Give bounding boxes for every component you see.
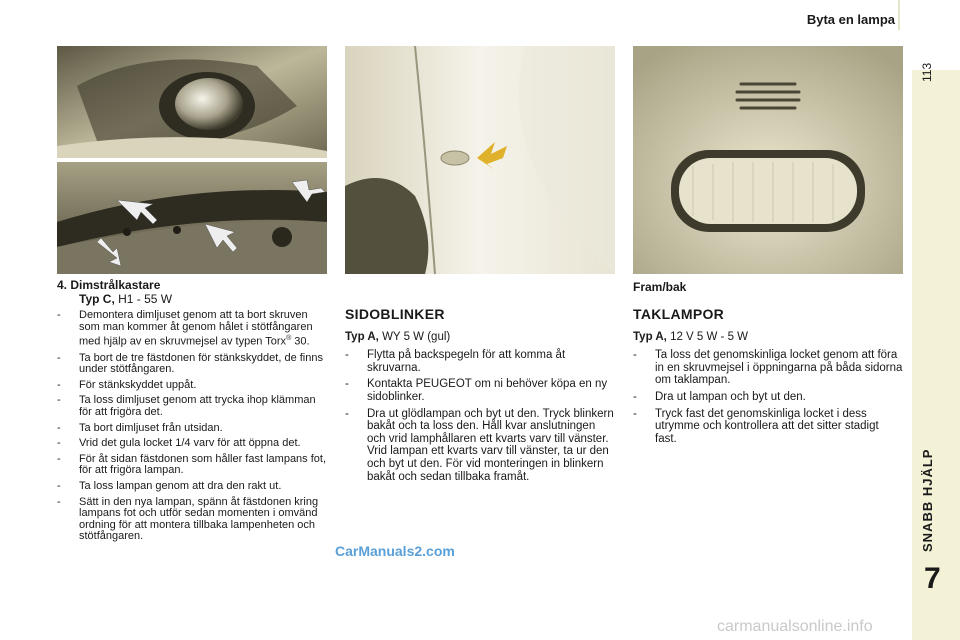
- step-dash: -: [633, 390, 637, 403]
- step-dash: -: [633, 407, 637, 420]
- step-text: Ta bort de tre fästdonen för stänkskyddet, de finns under stötfångaren.: [79, 351, 323, 376]
- step-item: [633, 391, 903, 404]
- step-dash: -: [57, 378, 61, 391]
- step-item: [633, 349, 903, 387]
- fog-lamp-steps: [57, 310, 327, 543]
- side-indicator-type: [345, 331, 615, 344]
- step-text: För stänkskyddet uppåt.: [79, 378, 197, 391]
- step-dash: -: [345, 407, 349, 420]
- section-title: SIDOBLINKER: [345, 306, 445, 322]
- type-label: Typ A,: [633, 330, 667, 343]
- step-item: [57, 497, 327, 543]
- side-indicator-section: [345, 308, 615, 487]
- fog-lamp-photo: [57, 46, 327, 158]
- watermark-footer: carmanualsonline.info: [717, 618, 873, 635]
- step-text: Ta loss lampan genom att dra den rakt ut.: [79, 479, 282, 492]
- step-item: [57, 395, 327, 418]
- step-text: Kontakta PEUGEOT om ni behöver köpa en ny sidoblinker.: [367, 378, 608, 403]
- header-divider: [898, 0, 900, 30]
- step-dash: -: [633, 349, 637, 362]
- step-item: [57, 481, 327, 493]
- ceiling-lamp-section: [633, 308, 903, 449]
- side-indicator-photo: [345, 46, 615, 274]
- step-item: [57, 310, 327, 348]
- step-dash: -: [345, 378, 349, 391]
- step-dash: -: [57, 421, 61, 434]
- step-text: Ta loss det genomskinliga locket genom att föra in en skruvmejsel i öppningarna på båda sidorna om taklampan.: [655, 349, 903, 387]
- side-indicator-steps: [345, 349, 615, 483]
- step-text: För åt sidan fästdonen som håller fast lampans fot, för att frigöra lampan.: [79, 452, 327, 477]
- ceiling-lamp-steps: [633, 349, 903, 445]
- step-dash: -: [57, 351, 61, 364]
- step-item: [57, 438, 327, 450]
- step-item: [345, 408, 615, 484]
- step-text: Sätt in den nya lampan, spänn åt fästdonen kring lampans fot och utför sedan momenten i omvänd ordning för att montera tillbaka lampenheten och stötfångaren.: [79, 495, 319, 543]
- bumper-underside-photo: [57, 162, 327, 274]
- type-value: H1 - 55 W: [114, 291, 173, 306]
- step-text: Flytta på backspegeln för att komma åt skruvarna.: [367, 349, 566, 374]
- step-text: Dra ut lampan och byt ut den.: [655, 390, 806, 403]
- step-item: [57, 353, 327, 376]
- step-text: Ta loss dimljuset genom att trycka ihop klämman för att frigöra det.: [79, 394, 316, 418]
- watermark-link[interactable]: CarManuals2.com: [335, 543, 455, 559]
- step-item: [57, 423, 327, 435]
- step-dash: -: [57, 437, 61, 450]
- step-dash: -: [57, 309, 61, 322]
- chapter-number: 7: [924, 562, 941, 595]
- type-label: Typ C,: [79, 291, 115, 306]
- step-item: [633, 408, 903, 446]
- step-item: [345, 349, 615, 374]
- step-dash: -: [57, 452, 61, 465]
- fog-lamp-type: [79, 291, 327, 306]
- step-dash: -: [57, 495, 61, 508]
- step-text: Tryck fast det genomskinliga locket i dess utrymme och kontrollera att det sitter stadigt fast.: [655, 407, 879, 445]
- page-number: 113: [920, 62, 934, 82]
- type-value: WY 5 W (gul): [378, 330, 451, 343]
- step-dash: -: [57, 394, 61, 407]
- step-text: Demontera dimljuset genom att ta bort skruven som man kommer åt genom hålet i stötfångaren med hjälp av en skruvmejsel av typen Torx® 30.: [79, 309, 313, 349]
- chapter-title: SNABB HJÄLP: [920, 448, 935, 552]
- ceiling-lamp-type: [633, 331, 903, 344]
- step-dash: -: [57, 479, 61, 492]
- fog-lamp-heading: 4. Dimstrålkastare: [57, 278, 161, 292]
- type-label: Typ A,: [345, 330, 379, 343]
- step-text: Ta bort dimljuset från utsidan.: [79, 421, 223, 434]
- step-item: [57, 380, 327, 392]
- step-item: [345, 378, 615, 403]
- step-item: [57, 454, 327, 477]
- step-text: Dra ut glödlampan och byt ut den. Tryck blinkern bakåt och ta loss den. Håll kvar anslutningen och vrid lamphållaren ett kvarts varv till vänster. Vrid lampan ett kvarts varv till vänster, ta ur den och byt ut den. För vid monteringen in blinkern bakåt och sedan tillbaka framåt.: [367, 407, 614, 483]
- ceiling-lamp-photo: [633, 46, 903, 274]
- step-dash: -: [345, 349, 349, 362]
- chapter-side-band: [912, 70, 960, 640]
- ceiling-lamp-caption: Fram/bak: [633, 280, 687, 294]
- section-title: TAKLAMPOR: [633, 306, 725, 322]
- step-text: Vrid det gula locket 1/4 varv för att öppna det.: [79, 437, 301, 450]
- type-value: 12 V 5 W - 5 W: [666, 330, 749, 343]
- page-header-title: Byta en lampa: [806, 12, 895, 27]
- fog-lamp-section: [57, 280, 327, 547]
